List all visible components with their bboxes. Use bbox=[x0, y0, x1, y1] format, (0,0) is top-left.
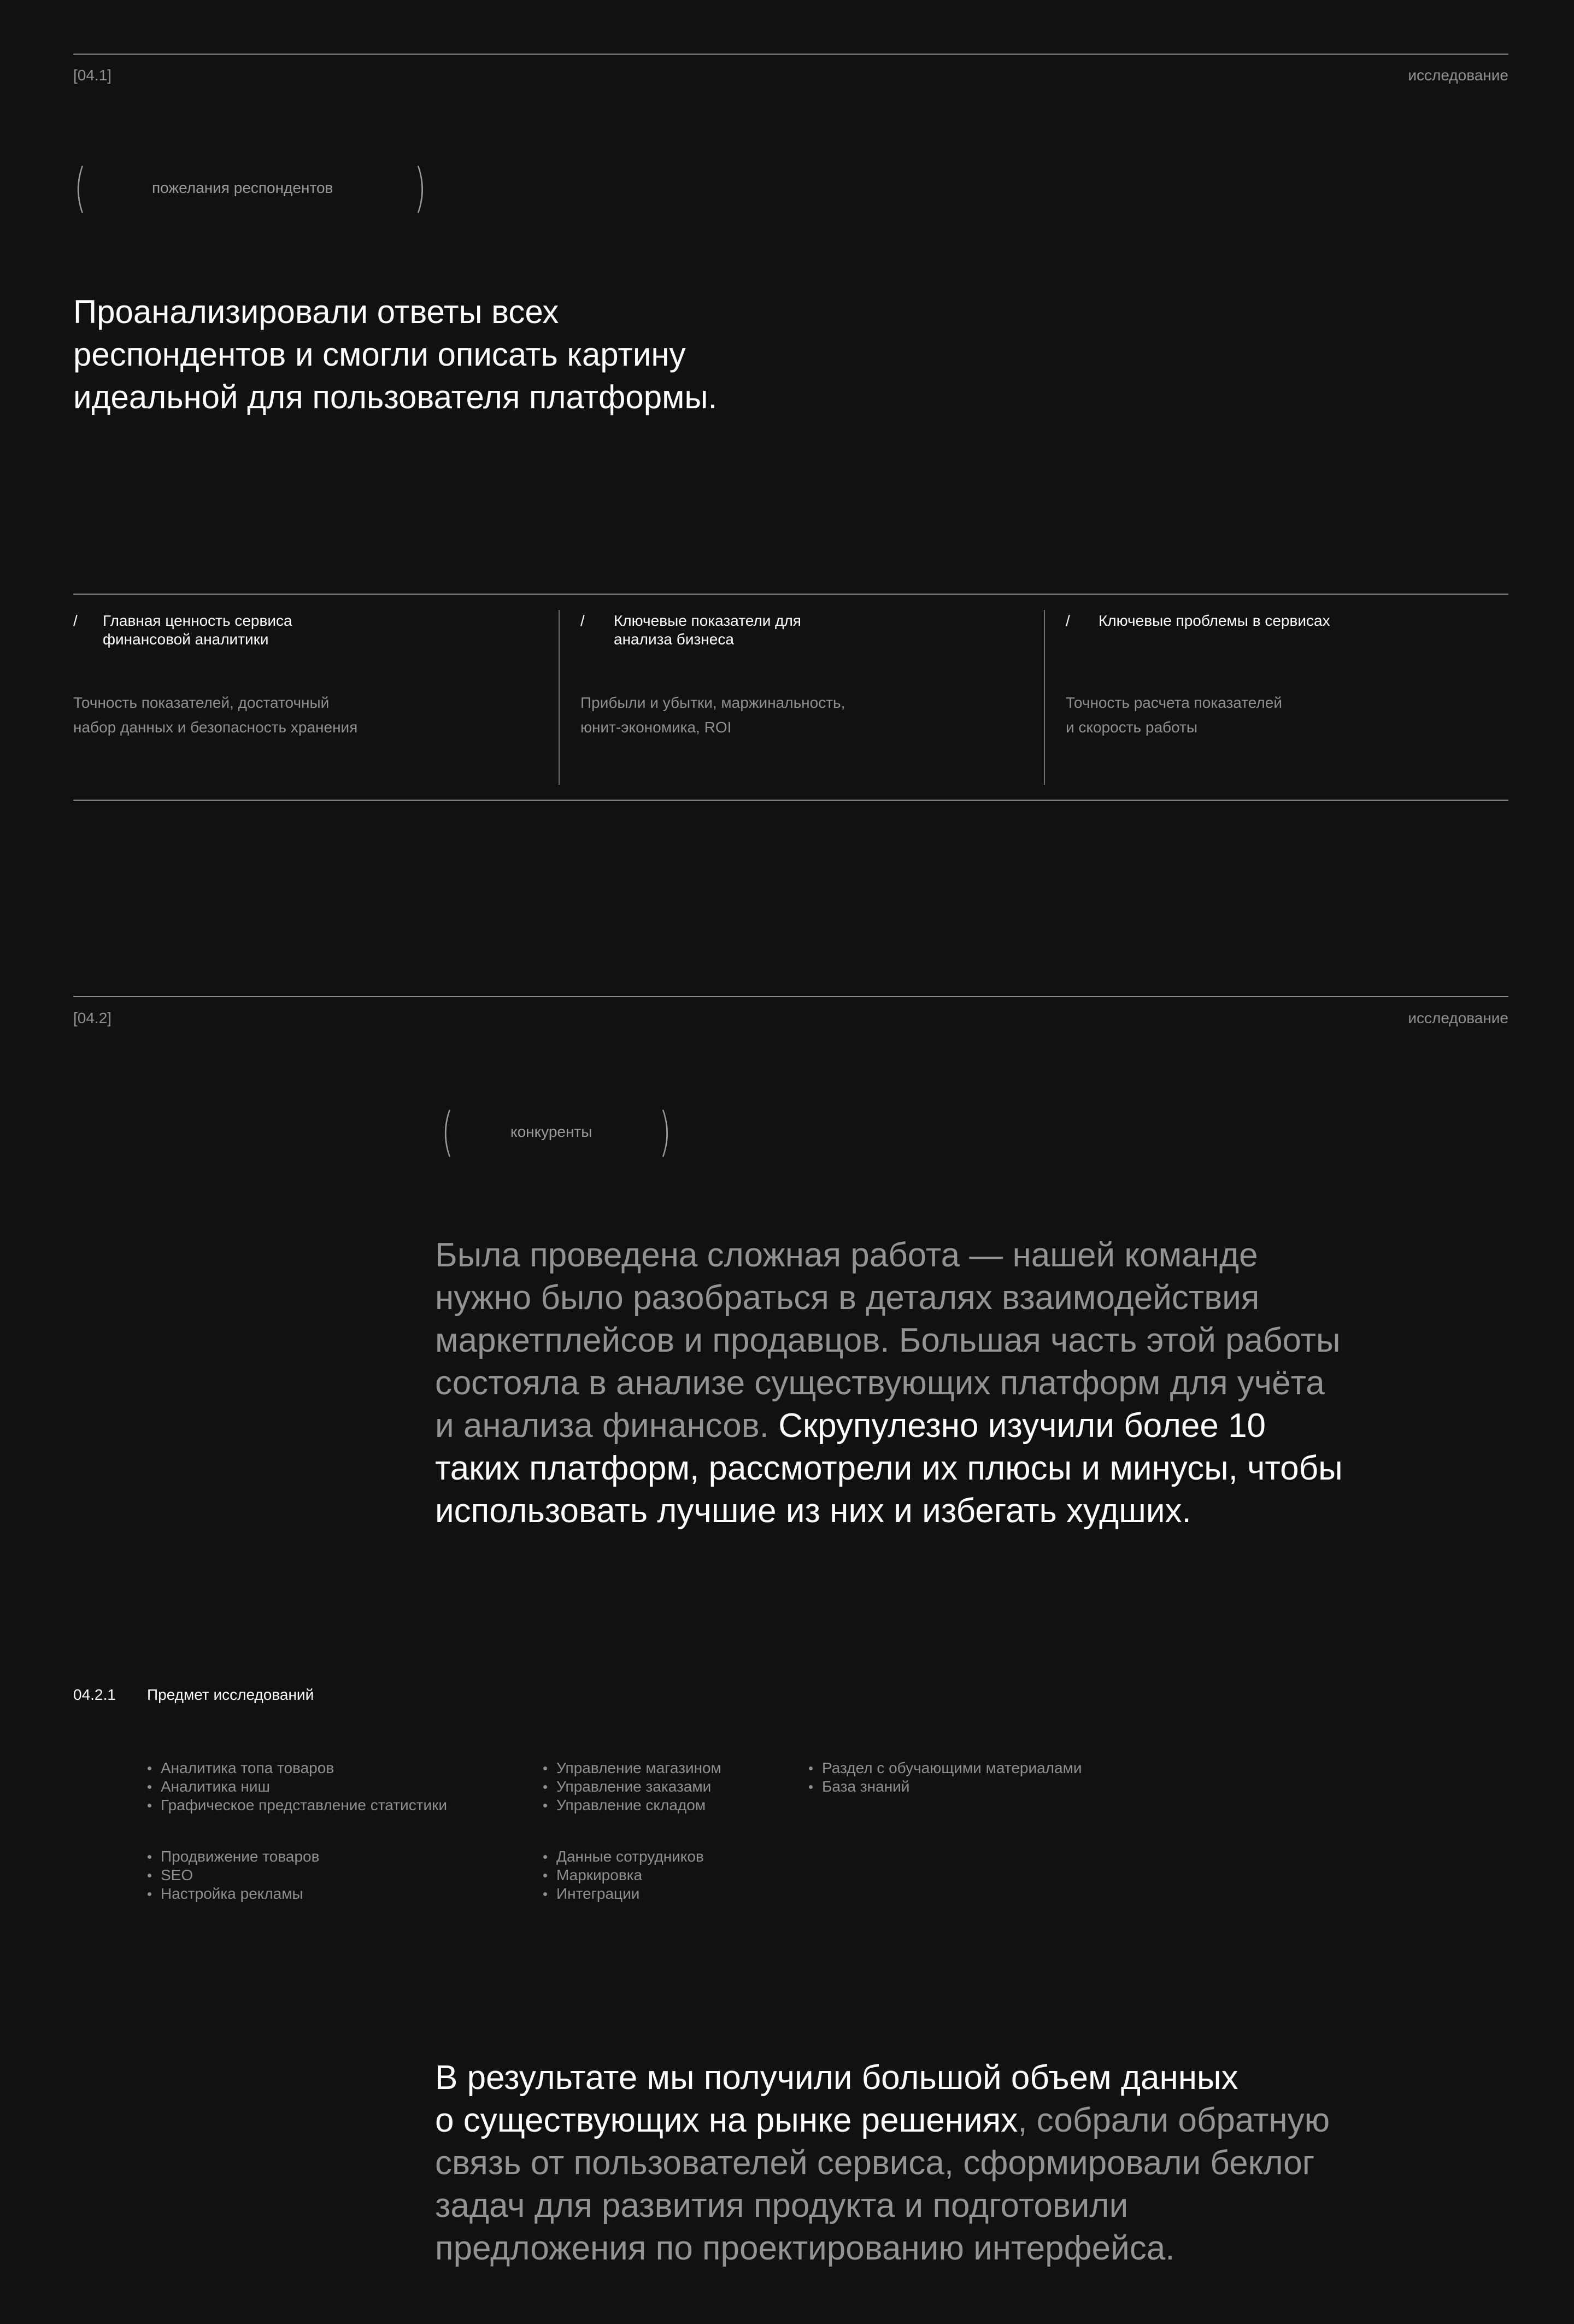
paragraph-line bbox=[435, 1319, 1473, 1362]
paren-open-icon: ( bbox=[74, 157, 86, 219]
paragraph-line bbox=[435, 1234, 1473, 1277]
insight-title bbox=[614, 612, 898, 649]
section-category: исследование bbox=[1408, 67, 1508, 84]
section-number: [04.2] bbox=[73, 1010, 112, 1026]
paragraph-segment: и анализа финансов. bbox=[435, 1407, 779, 1445]
slash-icon: / bbox=[73, 612, 78, 629]
insight-body-line: Прибыли и убытки, маржинальность, bbox=[580, 694, 845, 711]
paragraph-segment: задач для развития продукта и подготовили bbox=[435, 2187, 1129, 2225]
insight-title bbox=[103, 612, 387, 649]
subsection-title: Предмет исследований bbox=[147, 1686, 314, 1703]
insight-title bbox=[1099, 612, 1383, 630]
paragraph-line bbox=[435, 2142, 1473, 2185]
list-item: Продвижение товаров bbox=[146, 1847, 320, 1866]
insight-body-line: набор данных и безопасность хранения bbox=[73, 719, 358, 736]
insight-body bbox=[73, 690, 467, 740]
column-divider bbox=[559, 610, 560, 785]
heading-line: респондентов и смогли описать картину bbox=[73, 336, 686, 373]
list-item: Маркировка bbox=[542, 1866, 704, 1885]
column-divider bbox=[1044, 610, 1045, 785]
competitors-paragraph bbox=[435, 1234, 1473, 1533]
insight-body-line: и скорость работы bbox=[1066, 719, 1197, 736]
list-item: Раздел с обучающими материалами bbox=[808, 1759, 1082, 1777]
paragraph-line bbox=[435, 1405, 1473, 1447]
heading-line: идеальной для пользователя платформы. bbox=[73, 379, 718, 415]
insight-body-line: Точность расчета показателей bbox=[1066, 694, 1282, 711]
subsection-number: 04.2.1 bbox=[73, 1686, 116, 1703]
paragraph-line bbox=[435, 2099, 1473, 2142]
insight-body bbox=[580, 690, 974, 740]
insight-title-line: анализа бизнеса bbox=[614, 631, 734, 648]
paragraph-line bbox=[435, 1277, 1473, 1319]
paragraph-segment: В результате мы получили большой объем данных bbox=[435, 2059, 1238, 2097]
paragraph-segment: Скрупулезно изучили более 10 bbox=[778, 1407, 1266, 1445]
paragraph-segment: связь от пользователей сервиса, сформировали беклог bbox=[435, 2144, 1315, 2182]
insight-column bbox=[73, 594, 559, 800]
list-item: Управление складом bbox=[542, 1796, 721, 1815]
paragraph-segment: использовать лучшие из них и избегать худших. bbox=[435, 1492, 1191, 1530]
paren-open-icon: ( bbox=[441, 1101, 454, 1163]
list-item: Интеграции bbox=[542, 1885, 704, 1903]
slash-icon: / bbox=[1066, 612, 1070, 629]
insight-title-line: Ключевые проблемы в сервисах bbox=[1099, 612, 1330, 629]
insight-column bbox=[559, 594, 1044, 800]
research-list bbox=[146, 1847, 320, 1903]
list-item: База знаний bbox=[808, 1777, 1082, 1796]
section-divider-top bbox=[73, 54, 1508, 55]
paren-close-icon: ) bbox=[414, 157, 426, 219]
insight-body-line: Точность показателей, достаточный bbox=[73, 694, 330, 711]
section-divider-top bbox=[73, 996, 1508, 997]
paragraph-segment: предложения по проектированию интерфейса. bbox=[435, 2229, 1175, 2267]
topic-pill-label: конкуренты bbox=[510, 1123, 592, 1140]
insight-title-line: Ключевые показатели для bbox=[614, 612, 801, 629]
heading-line: Проанализировали ответы всех bbox=[73, 294, 559, 330]
insight-title-line: финансовой аналитики bbox=[103, 631, 269, 648]
list-item: Аналитика ниш bbox=[146, 1777, 447, 1796]
list-item: Управление магазином bbox=[542, 1759, 721, 1777]
research-list bbox=[808, 1759, 1082, 1796]
paragraph-segment: , собрали обратную bbox=[1018, 2102, 1330, 2139]
topic-pill bbox=[70, 157, 431, 219]
list-item: Управление заказами bbox=[542, 1777, 721, 1796]
paragraph-segment: состояла в анализе существующих платформ для учёта bbox=[435, 1364, 1325, 1402]
columns-divider-bottom bbox=[73, 800, 1508, 801]
section-heading bbox=[73, 291, 948, 419]
paragraph-segment: о существующих на рынке решениях bbox=[435, 2102, 1018, 2139]
list-item: Настройка рекламы bbox=[146, 1885, 320, 1903]
research-list bbox=[542, 1847, 704, 1903]
insight-body bbox=[1066, 690, 1459, 740]
paren-close-icon: ) bbox=[659, 1101, 671, 1163]
research-list bbox=[542, 1759, 721, 1815]
insight-title-line: Главная ценность сервиса bbox=[103, 612, 292, 629]
paragraph-line bbox=[435, 2185, 1473, 2227]
topic-pill-label: пожелания респондентов bbox=[152, 179, 333, 196]
paragraph-segment: Была проведена сложная работа — нашей команде bbox=[435, 1236, 1258, 1274]
research-list bbox=[146, 1759, 447, 1815]
paragraph-line bbox=[435, 1490, 1473, 1533]
paragraph-line bbox=[435, 2057, 1473, 2099]
list-item: SEO bbox=[146, 1866, 320, 1885]
list-item: Аналитика топа товаров bbox=[146, 1759, 447, 1777]
paragraph-segment: таких платформ, рассмотрели их плюсы и минусы, чтобы bbox=[435, 1449, 1343, 1487]
topic-pill bbox=[437, 1101, 689, 1163]
list-item: Данные сотрудников bbox=[542, 1847, 704, 1866]
insight-body-line: юнит-экономика, ROI bbox=[580, 719, 732, 736]
result-paragraph bbox=[435, 2057, 1473, 2270]
slash-icon: / bbox=[580, 612, 585, 629]
paragraph-line bbox=[435, 1447, 1473, 1490]
paragraph-line bbox=[435, 1362, 1473, 1405]
paragraph-segment: маркетплейсов и продавцов. Большая часть этой работы bbox=[435, 1322, 1341, 1359]
insight-column bbox=[1044, 594, 1508, 800]
paragraph-line bbox=[435, 2227, 1473, 2270]
list-item: Графическое представление статистики bbox=[146, 1796, 447, 1815]
section-category: исследование bbox=[1408, 1010, 1508, 1026]
paragraph-segment: нужно было разобраться в деталях взаимодействия bbox=[435, 1279, 1260, 1317]
section-number: [04.1] bbox=[73, 67, 112, 84]
